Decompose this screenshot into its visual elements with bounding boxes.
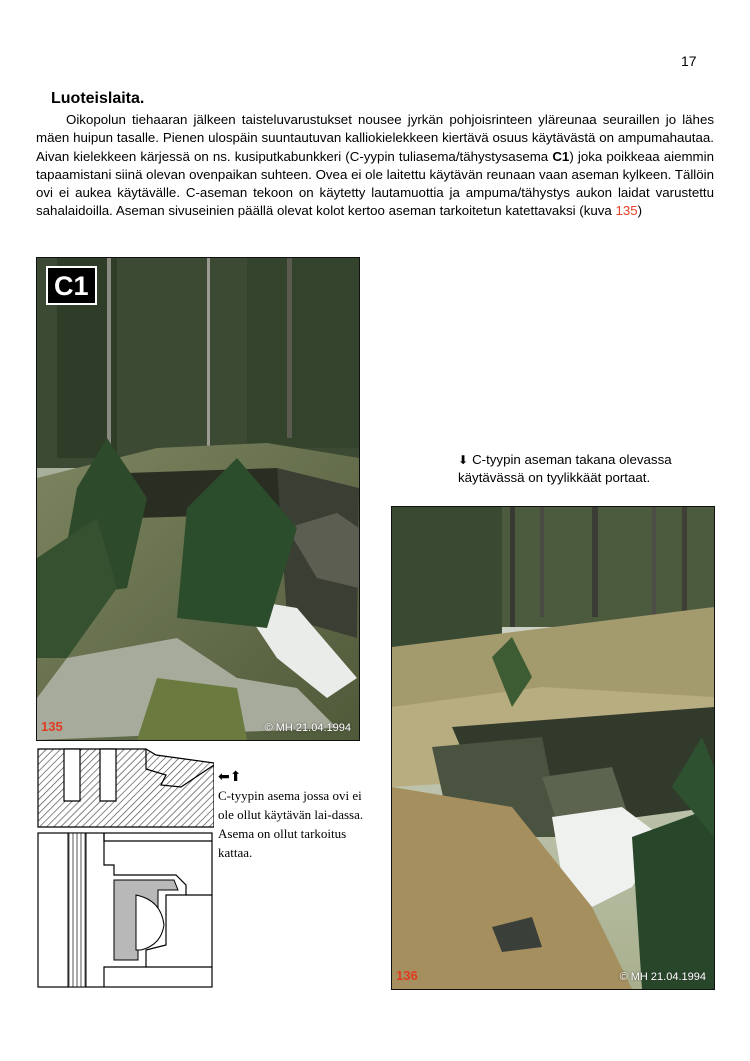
photo-copyright: © MH 21.04.1994 (619, 971, 706, 983)
photo-label-c1: C1 (46, 266, 97, 305)
floor-plan-diagram (36, 745, 214, 989)
photo-136 (391, 506, 715, 990)
plan-caption-text: C-tyypin asema jossa ovi ei ole ollut käytävän lai-dassa. Asema on ollut tarkoitus kattaa. (218, 788, 364, 860)
paragraph-text-end: ) (637, 203, 643, 219)
photo-number-135: 135 (41, 719, 63, 734)
photo-copyright: © MH 21.04.1994 (264, 722, 351, 734)
photo-136-image (392, 507, 714, 989)
photo-135 (36, 257, 360, 741)
section-paragraph (36, 111, 714, 221)
page-number: 17 (681, 53, 697, 69)
photo-136-caption (458, 451, 718, 486)
photo-135-image (37, 258, 359, 740)
photo-number-136: 136 (396, 968, 418, 983)
photo-136-caption-text: C-tyypin aseman takana olevassa käytävässä on tyylikkäät portaat. (458, 452, 672, 485)
plan-caption (218, 768, 378, 862)
arrow-left-up-icon: ⬅⬆ (218, 769, 242, 785)
arrow-down-icon: ⬇ (458, 453, 469, 467)
paragraph-bold-term: C1 (552, 148, 570, 164)
photo-reference-link[interactable]: 135 (615, 203, 638, 219)
paragraph-text-1: Oikopolun tiehaaran jälkeen taisteluvarustukset nousee jyrkän pohjoisrinteen yläreunaa seuraillen jo lähes mäen huipun tasalle. Pienen ulospäin suuntautuvan kalliokielekkeen kiertävä osuus käytävästä on ampumahautaa. Aivan kielekkeen kärjessä on ns. kusiputkabunkkeri (C-yypin tuliasema/tähystysasema (36, 112, 714, 164)
paragraph-text-2: ) joka poikkeaa aiemmin tapaamistani siinä olevan ovenpaikan suhteen. Ovea ei ole laitettu käytävän reunaan vaan aseman kylkeen. Tällöin ovi ei aukea käytävälle. C-aseman tekoon on käytetty lautamuottia ja ampuma/tähystys aukon laidat varustettu sahalaidoilla. Aseman sivuseinien päällä olevat kolot kertoo aseman tarkoitetun katettavaksi (kuva (36, 148, 714, 219)
section-title: Luoteislaita. (51, 90, 145, 107)
